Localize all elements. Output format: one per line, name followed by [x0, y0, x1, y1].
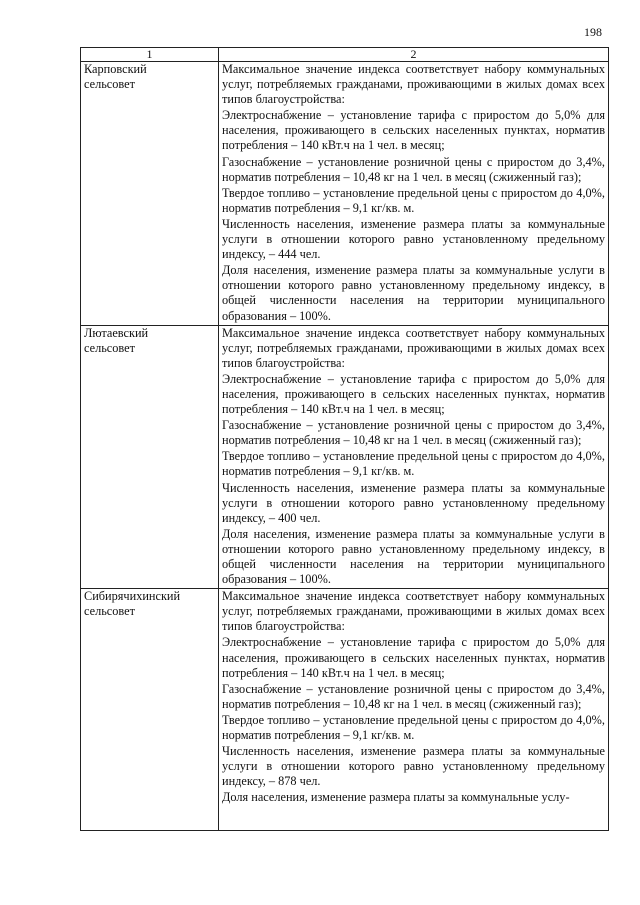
settlement-name: Лютаевский — [84, 325, 149, 340]
description-paragraph: Электроснабжение – установление тарифа с приростом до 5,0% для населения, проживающего в сельских населенных пунктах, норматив потребления – 140 кВт.ч на 1 чел. в месяц; — [222, 371, 605, 417]
description-paragraph: Численность населения, изменение размера платы за коммунальные услуги в отношении которого равно установленному предельному индексу, – 878 чел. — [222, 744, 605, 789]
settlement-description-cell — [219, 62, 609, 326]
description-paragraph: Максимальное значение индекса соответствует набору коммунальных услуг, потребляемых гражданами, проживающими в жилых домах всех типов благоустройства: — [222, 589, 605, 634]
table-header-row — [81, 48, 609, 62]
settlement-name: Сибирячихинский — [84, 589, 181, 604]
description-paragraph: Доля населения, изменение размера платы за коммунальные услу- — [222, 790, 570, 805]
settlement-name-cell — [81, 62, 219, 326]
description-paragraph: Электроснабжение – установление тарифа с приростом до 5,0% для населения, проживающего в сельских населенных пунктах, норматив потребления – 140 кВт.ч на 1 чел. в месяц; — [222, 108, 605, 153]
description-paragraph: Газоснабжение – установление розничной цены с приростом до 3,4%, норматив потребления – 10,48 кг на 1 чел. в месяц (сжиженный газ); — [222, 418, 605, 448]
description-paragraph: Максимальное значение индекса соответствует набору коммунальных услуг, потребляемых гражданами, проживающими в жилых домах всех типов благоустройства: — [222, 325, 605, 370]
description-paragraph: Численность населения, изменение размера платы за коммунальные услуги в отношении которого равно установленному предельному индексу, – 444 чел. — [222, 216, 605, 262]
page-number: 198 — [584, 25, 602, 39]
description-paragraph: Численность населения, изменение размера платы за коммунальные услуги в отношении которого равно установленному предельному индексу, – 400 чел. — [222, 480, 605, 525]
description-paragraph: Твердое топливо – установление предельной цены с приростом до 4,0%, норматив потребления – 9,1 кг/кв. м. — [222, 449, 605, 479]
table-row — [81, 325, 609, 589]
description-paragraph: Газоснабжение – установление розничной цены с приростом до 3,4%, норматив потребления – 10,48 кг на 1 чел. в месяц (сжиженный газ); — [222, 681, 605, 711]
settlement-type: сельсовет — [84, 340, 135, 355]
settlement-name-cell — [81, 325, 219, 589]
description-paragraph: Твердое топливо – установление предельной цены с приростом до 4,0%, норматив потребления – 9,1 кг/кв. м. — [222, 712, 605, 743]
settlement-description-cell — [219, 589, 609, 831]
header-col-2: 2 — [219, 48, 609, 62]
table-row — [81, 589, 609, 831]
header-col-1: 1 — [81, 48, 219, 62]
settlement-name-cell — [81, 589, 219, 831]
settlements-table — [80, 47, 609, 831]
table-row — [81, 62, 609, 326]
settlement-description-cell — [219, 325, 609, 589]
settlement-type: сельсовет — [84, 604, 135, 619]
description-paragraph: Твердое топливо – установление предельной цены с приростом до 4,0%, норматив потребления – 9,1 кг/кв. м. — [222, 185, 605, 215]
description-paragraph: Доля населения, изменение размера платы за коммунальные услуги в отношении которого равно установленному предельному индексу, в общей численности населения на территории муниципального образования – 100%. — [222, 263, 605, 323]
settlement-type: сельсовет — [84, 77, 135, 92]
description-paragraph: Газоснабжение – установление розничной цены с приростом до 3,4%, норматив потребления – 10,48 кг на 1 чел. в месяц (сжиженный газ); — [222, 154, 605, 184]
description-paragraph: Электроснабжение – установление тарифа с приростом до 5,0% для населения, проживающего в сельских населенных пунктах, норматив потребления – 140 кВт.ч на 1 чел. в месяц; — [222, 635, 605, 680]
description-paragraph: Максимальное значение индекса соответствует набору коммунальных услуг, потребляемых гражданами, проживающими в жилых домах всех типов благоустройства: — [222, 62, 605, 107]
settlement-name: Карповский — [84, 62, 147, 76]
description-paragraph: Доля населения, изменение размера платы за коммунальные услуги в отношении которого равно установленному предельному индексу, в общей численности населения на территории муниципального образования – 100%. — [222, 526, 605, 587]
